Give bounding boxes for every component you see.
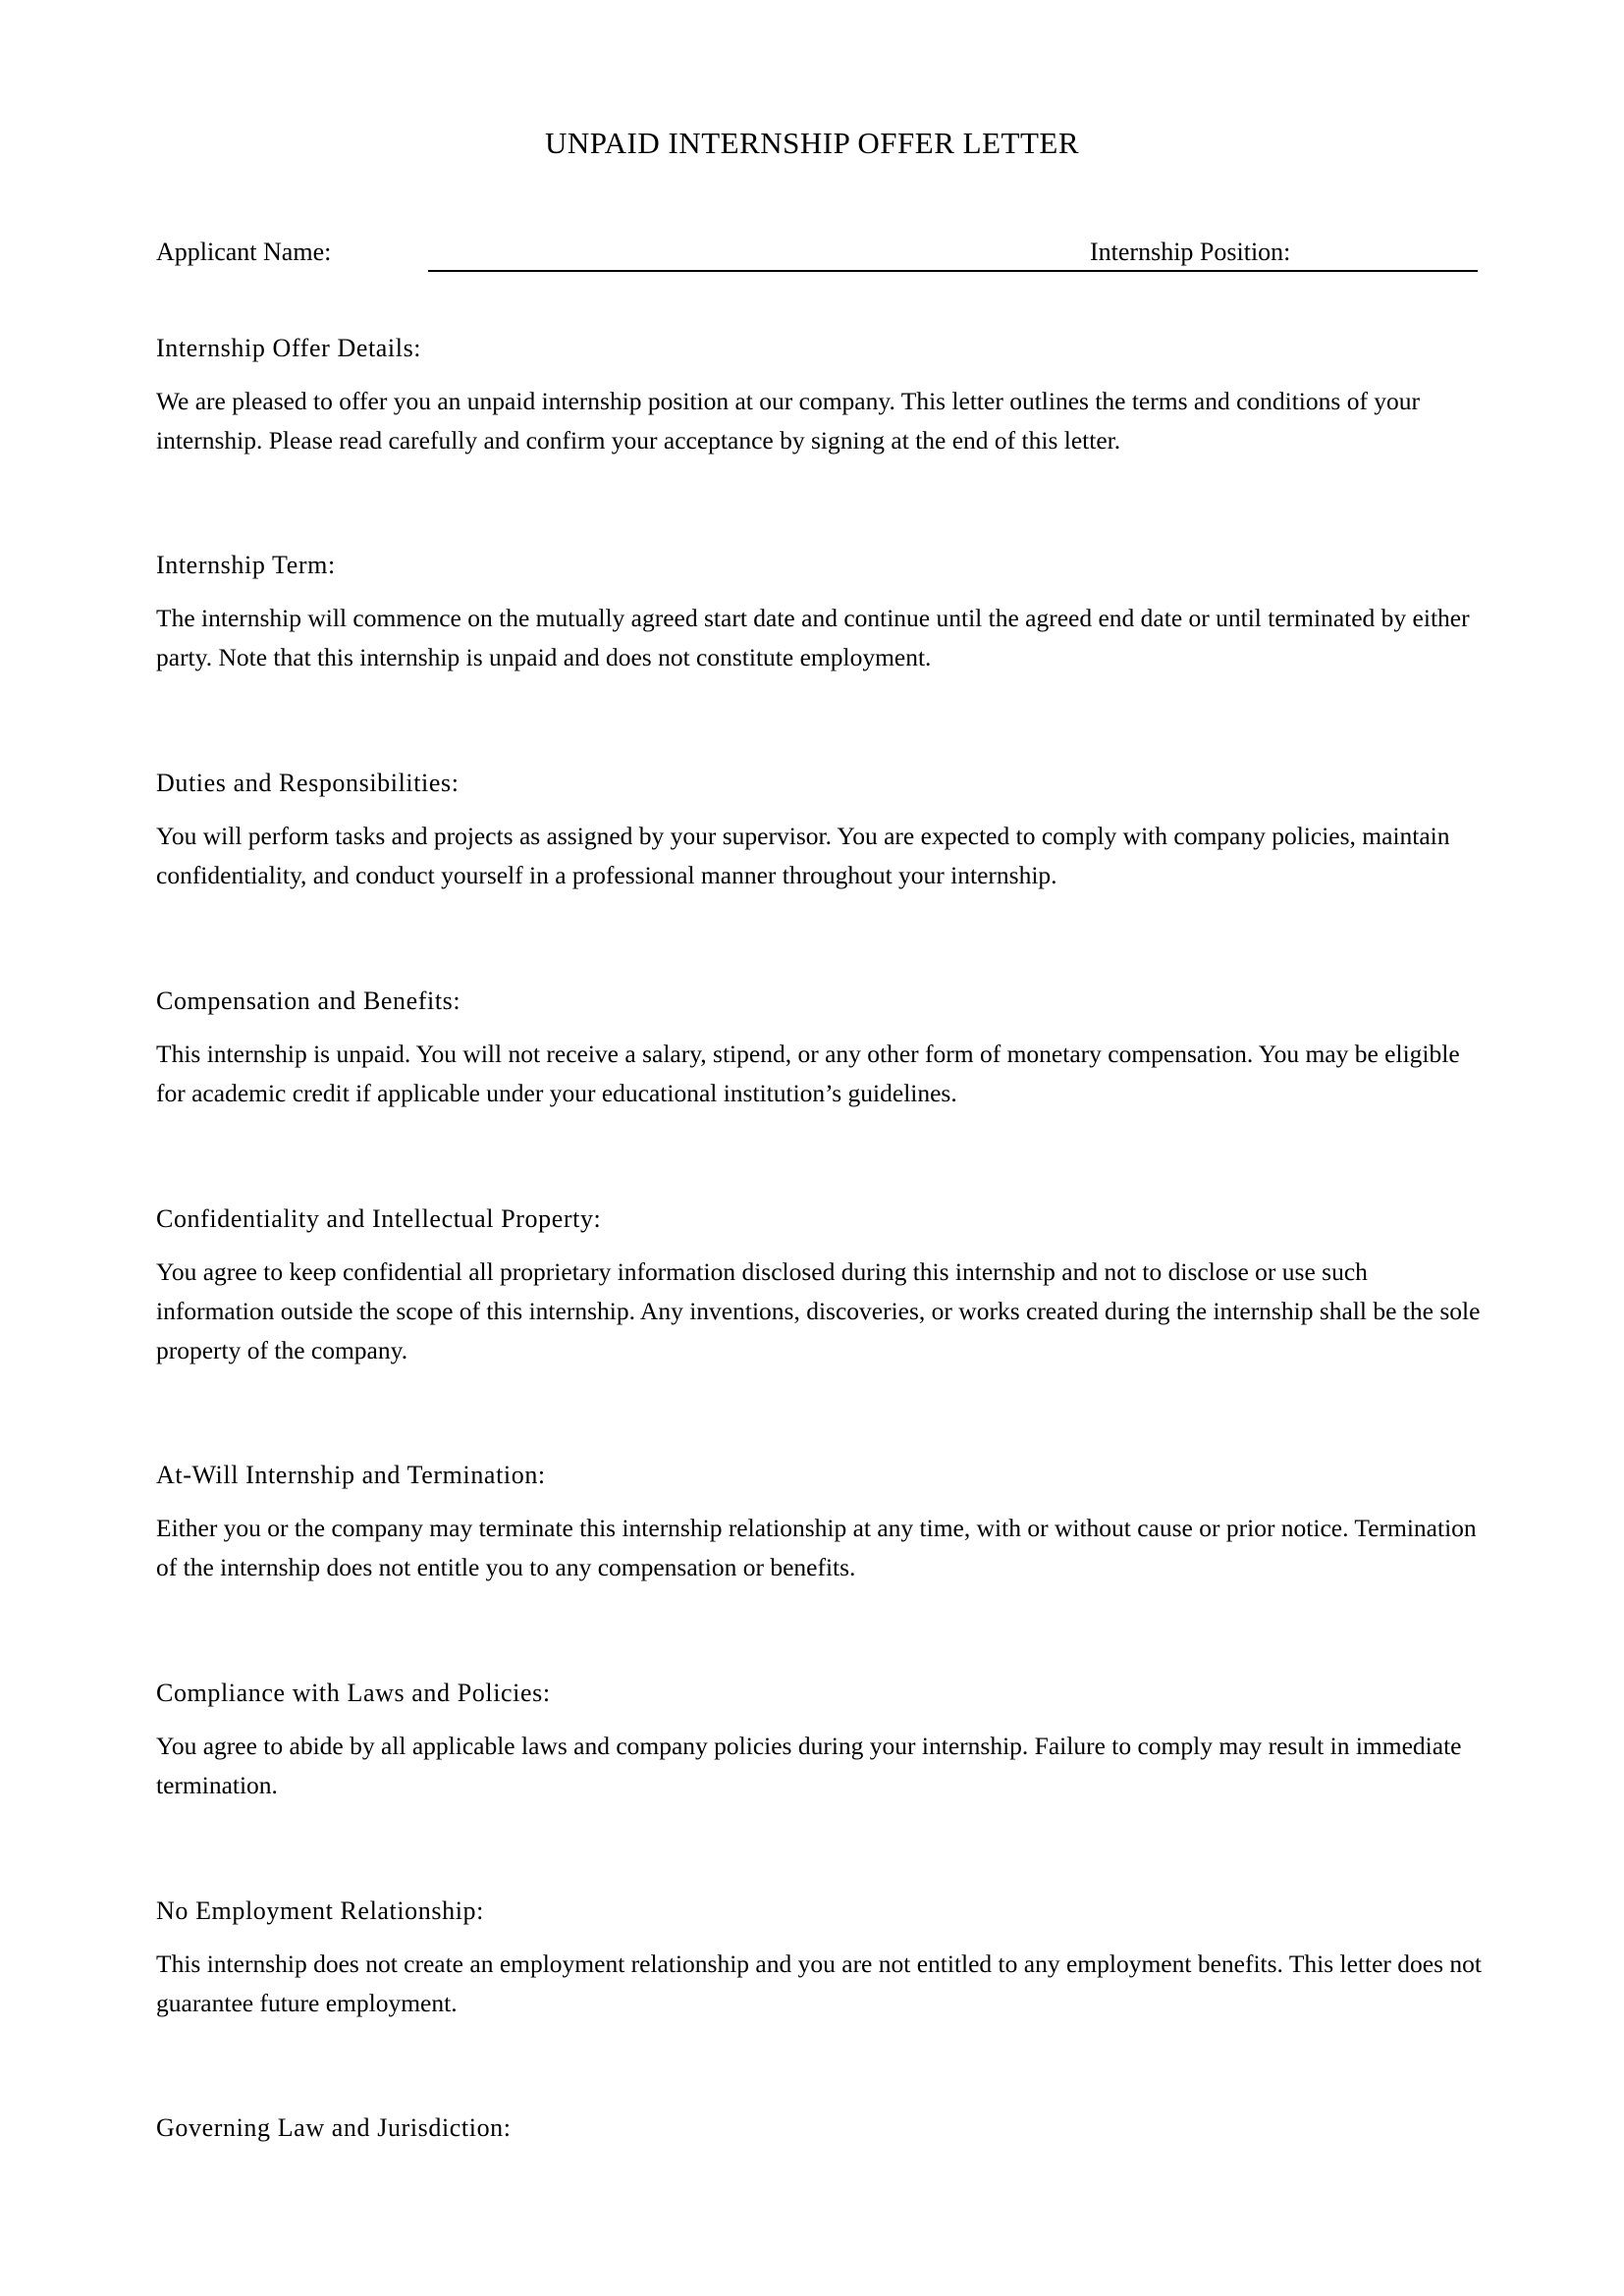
section-heading: Compensation and Benefits:: [156, 987, 461, 1015]
section-heading: Compliance with Laws and Policies:: [156, 1679, 551, 1707]
applicant-name-label: Applicant Name:: [156, 238, 332, 266]
section-heading: Duties and Responsibilities:: [156, 769, 460, 797]
internship-position-label: Internship Position:: [1090, 238, 1291, 266]
section-offer-details: [156, 332, 1482, 460]
section-body: This internship does not create an employment relationship and you are not entitled to any employment benefits. This letter does not guarantee future employment.: [156, 1949, 1482, 2017]
section-body: We are pleased to offer you an unpaid internship position at our company. This letter outlines the terms and conditions of your internship. Please read carefully and confirm your acceptance by signing at the end of this letter.: [156, 387, 1421, 454]
section-body: You agree to abide by all applicable laws and company policies during your internship. Failure to comply may result in immediate termination.: [156, 1732, 1462, 1799]
section-body: The internship will commence on the mutually agreed start date and continue until the agreed end date or until terminated by either party. Note that this internship is unpaid and does not constitute employment.: [156, 604, 1470, 671]
section-body: You will perform tasks and projects as assigned by your supervisor. You are expected to comply with company policies, maintain confidentiality, and conduct yourself in a professional manner throughout your internship.: [156, 822, 1450, 889]
section-body: This internship is unpaid. You will not receive a salary, stipend, or any other form of monetary compensation. You may be eligible for academic credit if applicable under your educational institution’s guidelines.: [156, 1040, 1460, 1107]
section-internship-term: [156, 549, 1482, 677]
section-duties: [156, 767, 1482, 895]
section-no-employment: [156, 1895, 1482, 2023]
section-heading: Confidentiality and Intellectual Property:: [156, 1204, 602, 1233]
section-termination: [156, 1459, 1482, 1587]
section-body: Either you or the company may terminate this internship relationship at any time, with or without cause or prior notice. Termination of the internship does not entitle you to any compensation or benefits.: [156, 1514, 1477, 1581]
page-title: UNPAID INTERNSHIP OFFER LETTER: [544, 126, 1080, 160]
section-heading: Governing Law and Jurisdiction:: [156, 2113, 512, 2142]
section-heading: At-Will Internship and Termination:: [156, 1461, 546, 1489]
applicant-fields-row: [156, 236, 1478, 275]
section-body: You agree to keep confidential all proprietary information disclosed during this internship and not to disclose or use such information outside the scope of this internship. Any inventions, discoveries, or works created during the internship shall be the sole property of the company.: [156, 1257, 1481, 1364]
section-heading: Internship Offer Details:: [156, 334, 422, 362]
section-confidentiality: [156, 1202, 1482, 1370]
section-compliance: [156, 1677, 1482, 1805]
section-governing-law: [156, 2111, 1482, 2162]
applicant-name-line[interactable]: [428, 270, 1478, 272]
section-compensation: [156, 985, 1482, 1113]
section-heading: Internship Term:: [156, 551, 336, 579]
section-heading: No Employment Relationship:: [156, 1896, 484, 1925]
